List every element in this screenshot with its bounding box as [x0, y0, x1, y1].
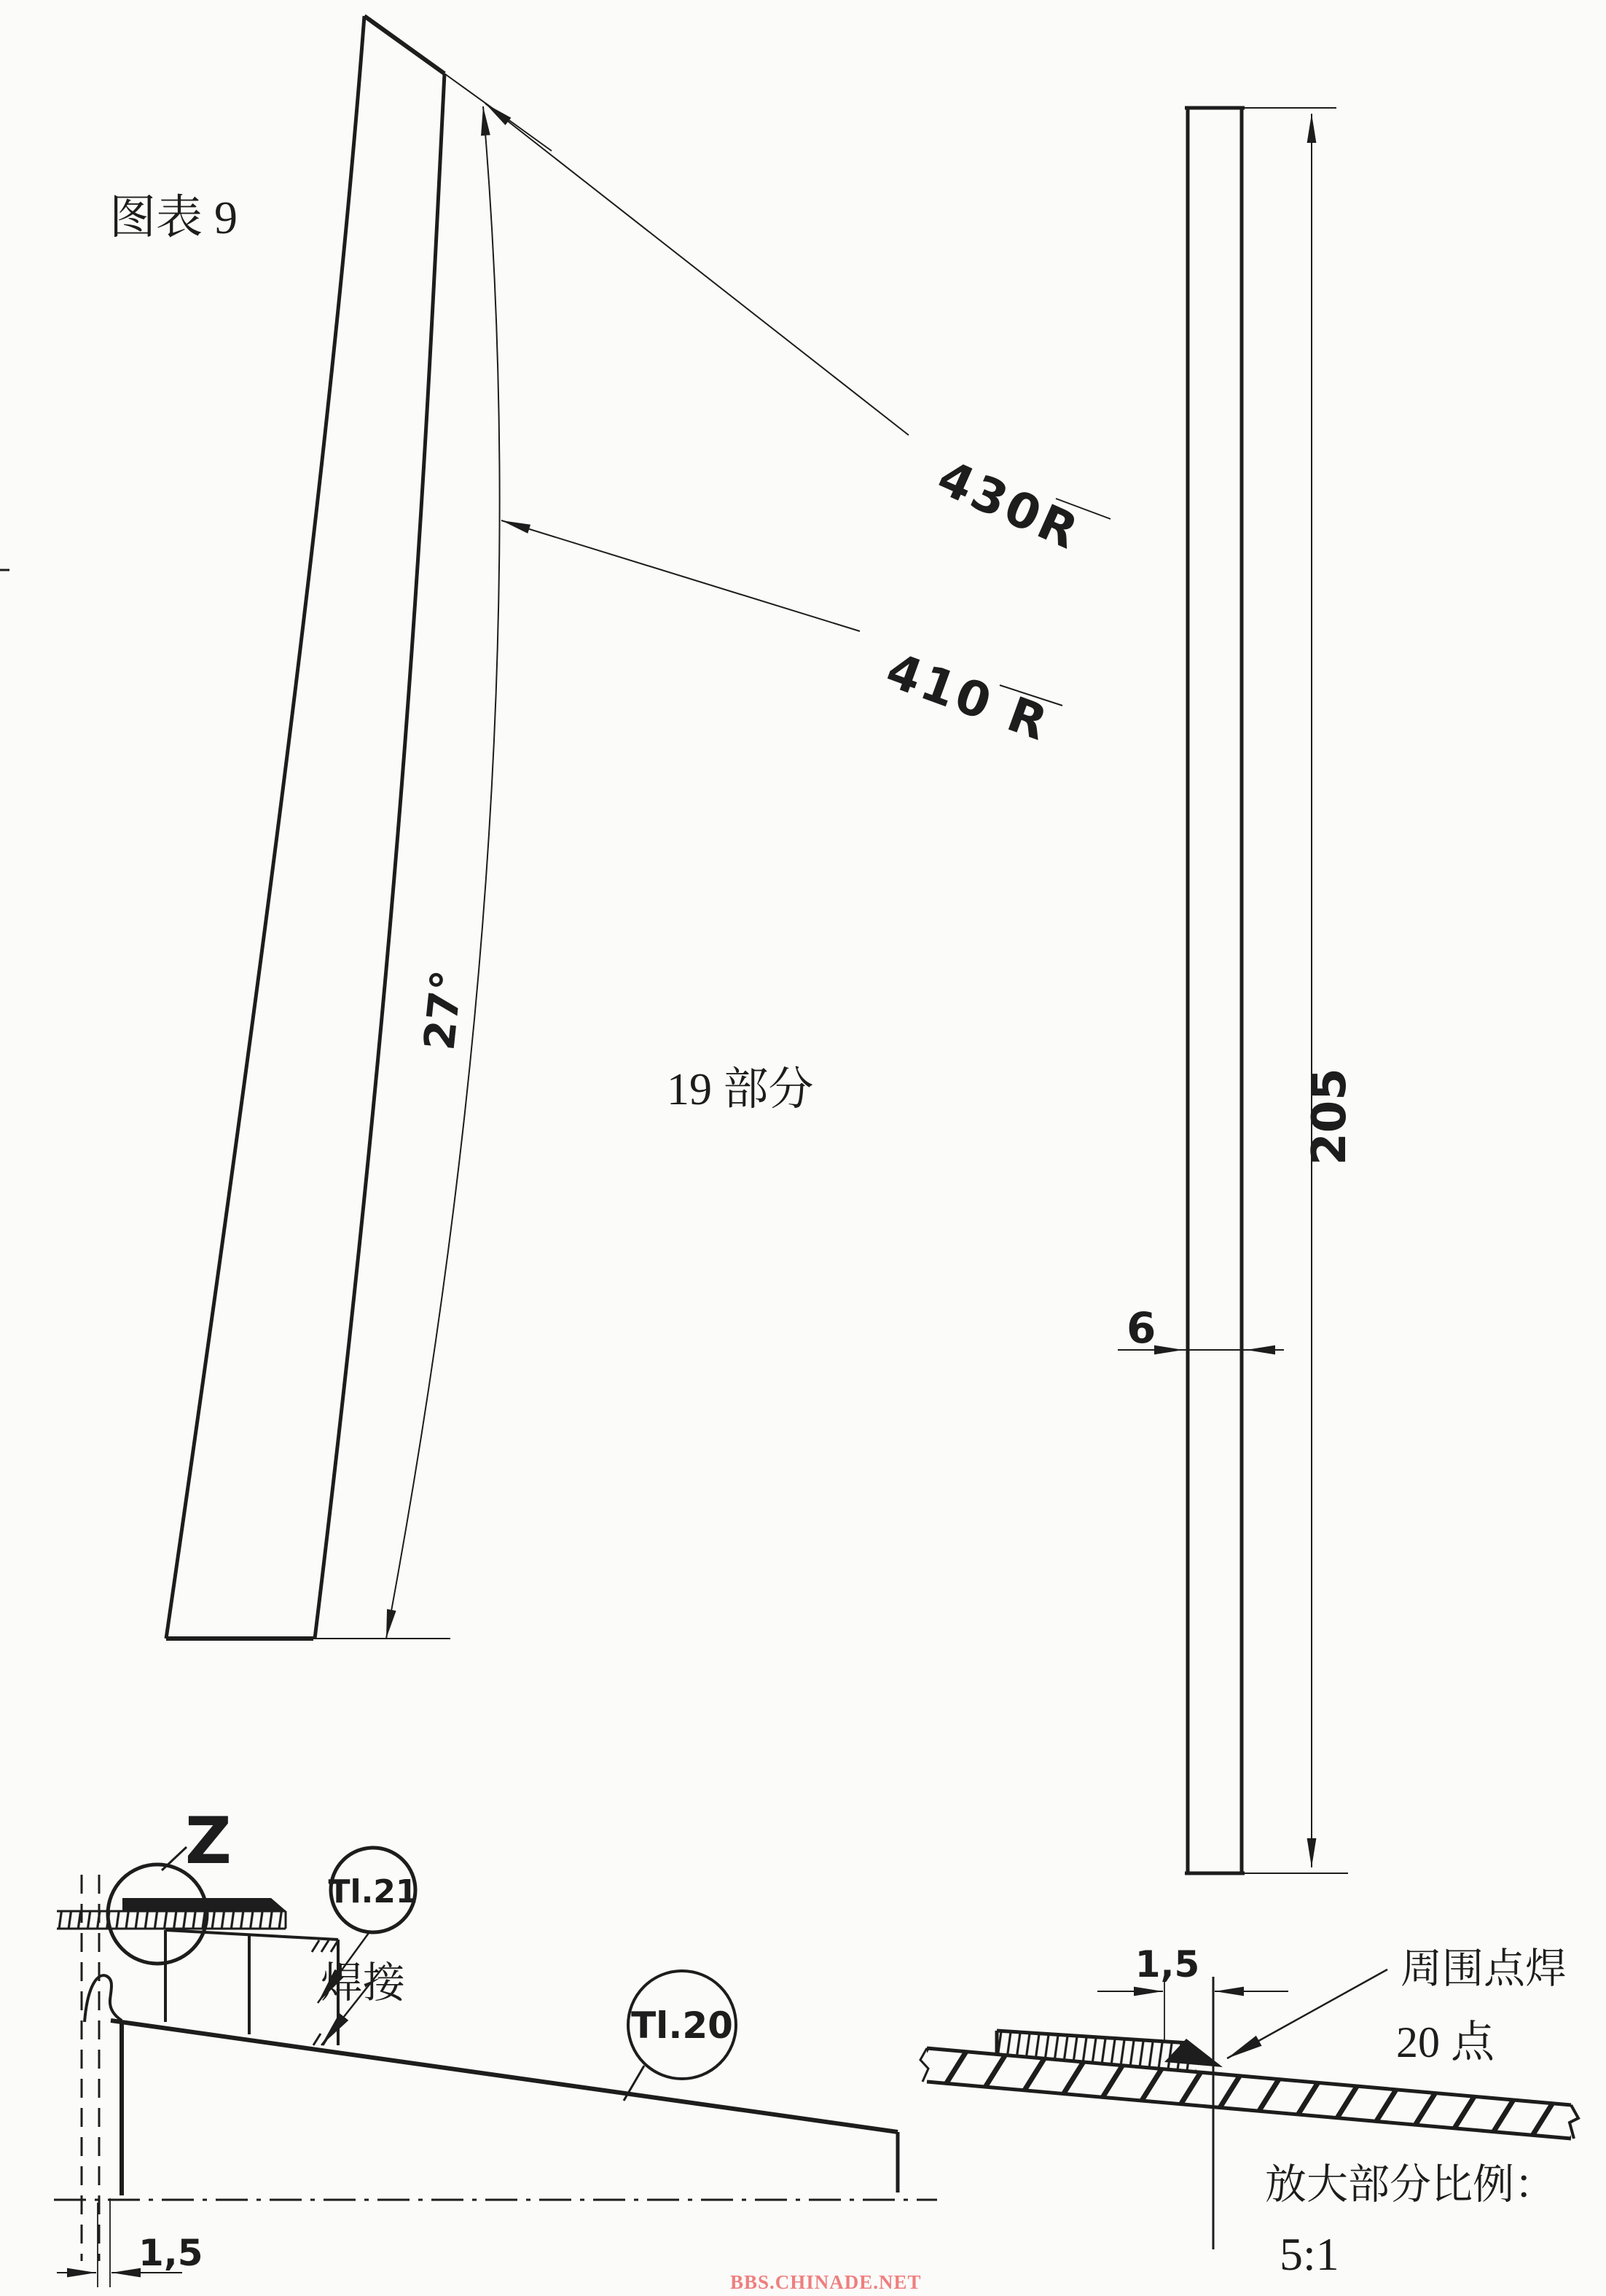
part-lower-label: Tl.20	[631, 2004, 733, 2047]
angle-dimension-arc	[386, 106, 500, 1639]
detail-weld-width-label: 1,5	[1135, 1943, 1200, 1985]
scale-value: 5:1	[1280, 2228, 1339, 2280]
bend-angle-label: 27°	[414, 967, 472, 1053]
part-count-note: 19 部分	[667, 1065, 814, 1114]
detail-z-mark: Z	[185, 1803, 232, 1878]
figure-title: 图表 9	[109, 192, 238, 243]
watermark: BBS.CHINADE.NET	[730, 2271, 922, 2293]
section-view	[54, 1803, 937, 2287]
arc-inner-edge	[315, 74, 444, 1639]
thickness-label: 6	[1127, 1303, 1156, 1353]
bl-thickness-label: 1,5	[138, 2232, 203, 2274]
weld-label: 焊接	[321, 1959, 406, 2007]
arc-top-extension	[444, 74, 552, 151]
arc-outer-edge	[166, 16, 364, 1639]
part-upper-label: Tl.21	[328, 1873, 418, 1910]
spot-weld-note-1: 周围点焊	[1401, 1946, 1567, 1992]
spot-weld-leader	[1227, 1969, 1387, 2058]
arc-view	[166, 16, 1111, 1639]
length-label: 205	[1303, 1068, 1357, 1165]
detail-view	[920, 1943, 1578, 2280]
weld-ticks-upper	[312, 1940, 338, 1952]
strip-view	[1118, 106, 1357, 1873]
scale-caption: 放大部分比例：	[1265, 2162, 1556, 2208]
radius-inner-leader	[501, 520, 860, 631]
block-top-edge	[165, 1930, 338, 1940]
radius-inner-label: 410 R	[879, 641, 1057, 753]
break-line	[85, 1975, 122, 2022]
wedge-top-edge	[111, 2020, 898, 2132]
radius-outer-label: 430R	[929, 449, 1089, 561]
arc-top-end-face	[364, 16, 444, 74]
radius-outer-leader	[485, 104, 909, 435]
strip-section-hatch	[57, 1911, 286, 1929]
spot-weld-note-2: 20 点	[1396, 2018, 1495, 2066]
